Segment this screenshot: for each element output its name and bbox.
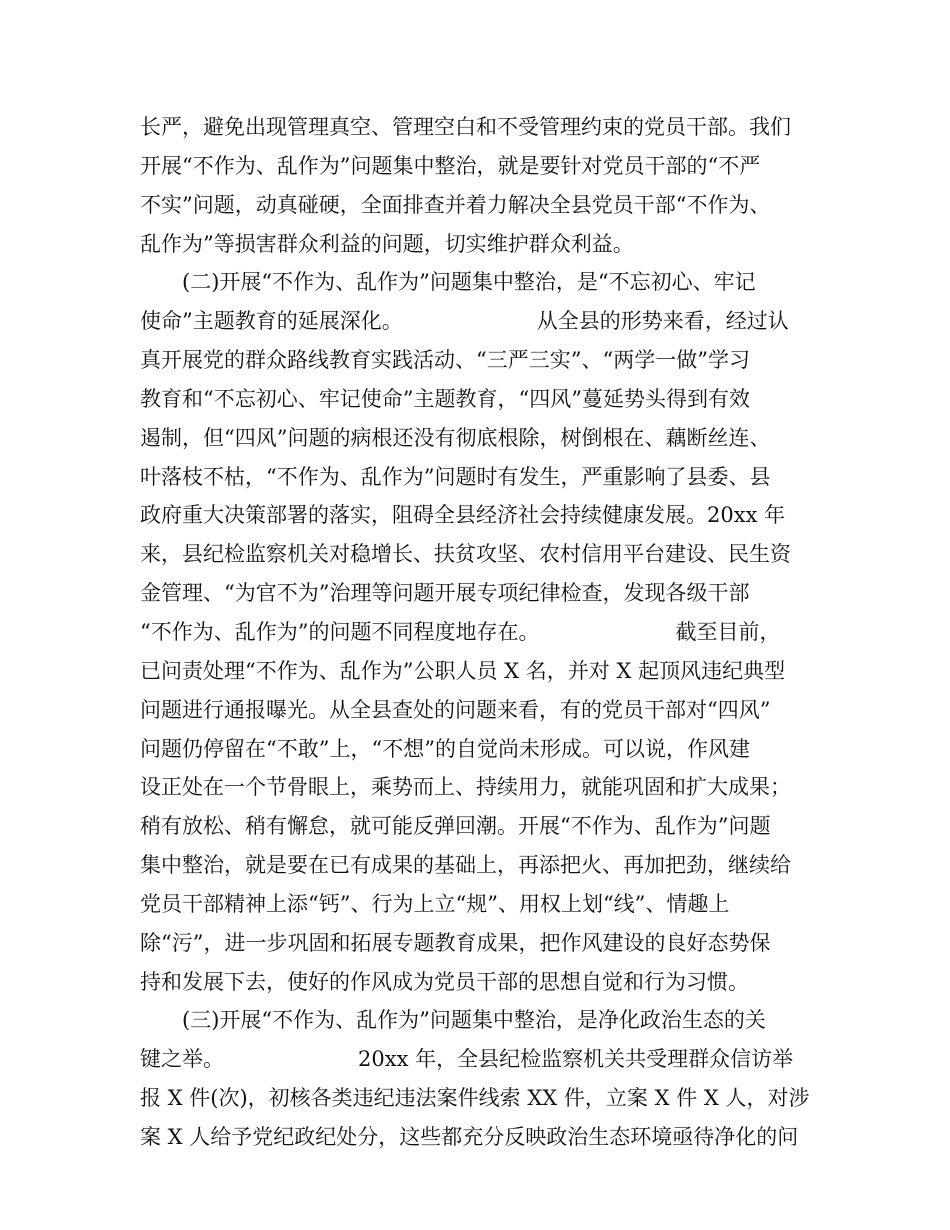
text-segment: 截至目前，	[675, 619, 781, 644]
text-line: 持和发展下去，使好的作风成为党员干部的思想自觉和行为习惯。	[140, 969, 749, 994]
text-line: 长严，避免出现管理真空、管理空白和不受管理约束的党员干部。我们	[140, 115, 791, 139]
text-line	[140, 1040, 820, 1079]
text-line: 教育和“不忘初心、牢记使命”主题教育，“四风”蔓延势头得到有效	[140, 386, 750, 411]
text-line: 不实”问题，动真碰硬，全面排查并着力解决全县党员干部“不作为、	[140, 192, 771, 217]
paragraph-2	[140, 263, 820, 1001]
text-line: 开展“不作为、乱作为”问题集中整治，就是要针对党员干部的“不严	[140, 153, 761, 178]
paragraph-heading-line: (三)开展“不作为、乱作为”问题集中整治，是净化政治生态的关	[182, 1008, 766, 1033]
text-segment: 使命”主题教育的延展深化。	[140, 309, 403, 334]
paragraph-3	[140, 1001, 820, 1156]
text-line: 集中整治，就是要在已有成果的基础上，再添把火、再加把劲，继续给	[140, 853, 791, 878]
text-line: 设正处在一个节骨眼上，乘势而上、持续用力，就能巩固和扩大成果；	[140, 775, 791, 800]
paragraph-heading-line: (二)开展“不作为、乱作为”问题集中整治，是“不忘初心、牢记	[182, 270, 756, 295]
text-line: 真开展党的群众路线教育实践活动、“三严三实”、“两学一做”学习	[140, 348, 750, 373]
text-line: 问题仍停留在“不敢”上，“不想”的自觉尚未形成。可以说，作风建	[140, 736, 750, 761]
text-line: 党员干部精神上添“钙”、行为上立“规”、用权上划“线”、情趣上	[140, 891, 730, 916]
text-segment: 键之举。	[140, 1047, 224, 1072]
text-line: 来，县纪检监察机关对稳增长、扶贫攻坚、农村信用平台建设、民生资	[140, 542, 791, 567]
paragraph-1	[140, 108, 820, 263]
text-line: 除“污”，进一步巩固和拓展专题教育成果，把作风建设的良好态势保	[140, 930, 771, 955]
text-line: 稍有放松、稍有懈怠，就可能反弹回潮。开展“不作为、乱作为”问题	[140, 814, 771, 839]
text-line: 问题进行通报曝光。从全县查处的问题来看，有的党员干部对“四风”	[140, 697, 771, 722]
document-body	[140, 108, 820, 1157]
text-segment: “不作为、乱作为”的问题不同程度地存在。	[140, 619, 540, 644]
text-line: 政府重大决策部署的落实，阻碍全县经济社会持续健康发展。20xx 年	[140, 503, 786, 528]
text-segment: 从全县的形势来看，经过认	[536, 309, 789, 334]
text-line: 金管理、“为官不为”治理等问题开展专项纪律检查，发现各级干部	[140, 581, 750, 606]
text-line: 叶落枝不枯，“不作为、乱作为”问题时有发生，严重影响了县委、县	[140, 464, 771, 489]
text-line: 乱作为”等损害群众利益的问题，切实维护群众利益。	[140, 231, 634, 256]
text-segment: 20xx 年，全县纪检监察机关共受理群众信访举	[358, 1047, 794, 1072]
text-line: 已问责处理“不作为、乱作为”公职人员 X 名，并对 X 起顶风违纪典型	[140, 658, 786, 683]
text-line: 遏制，但“四风”问题的病根还没有彻底根除，树倒根在、藕断丝连、	[140, 425, 771, 450]
text-line: 报 X 件(次)，初核各类违纪违法案件线索 XX 件，立案 X 件 X 人，对涉	[140, 1086, 810, 1111]
text-line	[140, 302, 820, 341]
text-line	[140, 613, 820, 652]
text-line: 案 X 人给予党纪政纪处分，这些都充分反映政治生态环境亟待净化的问	[140, 1124, 799, 1149]
